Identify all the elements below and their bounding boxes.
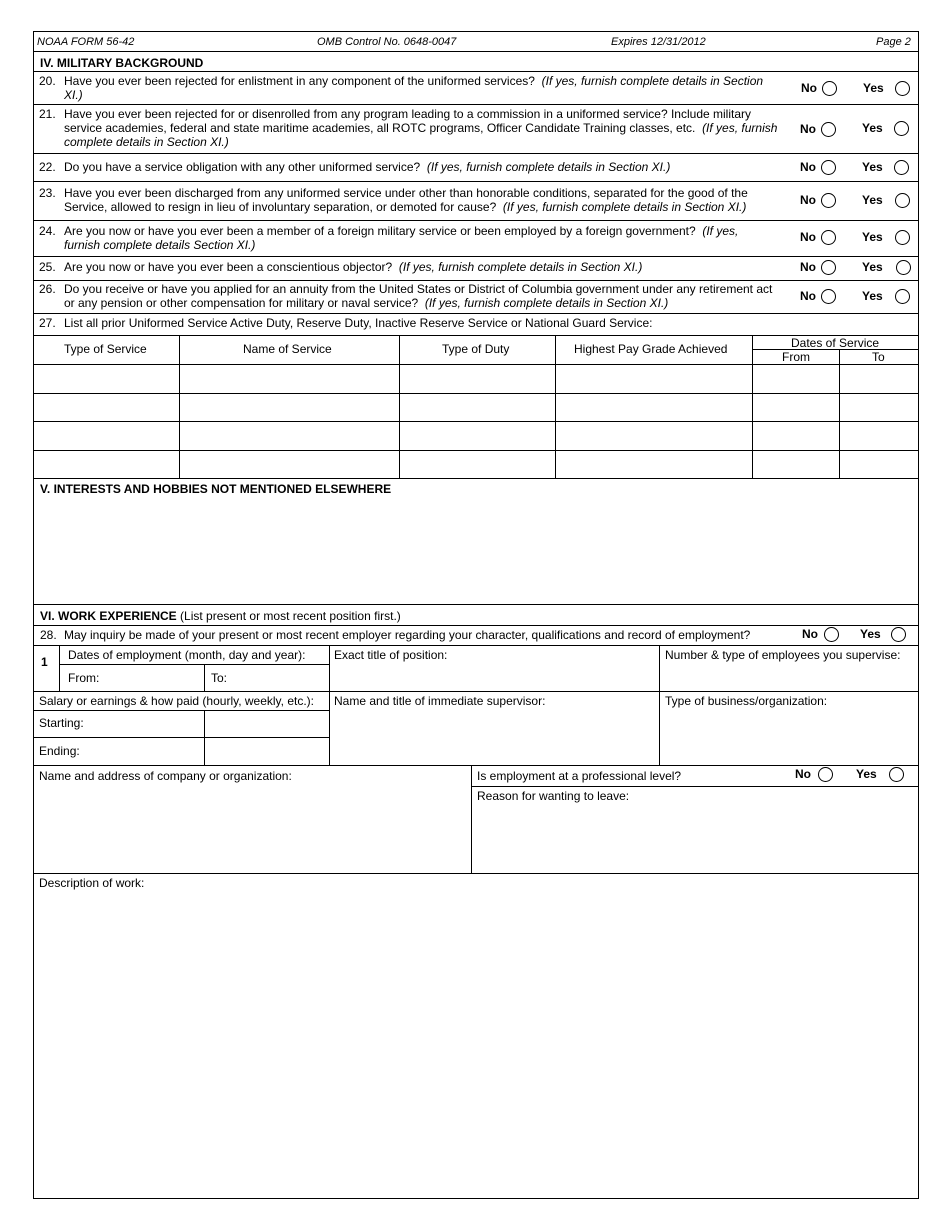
col-header-type-of-service: Type of Service [64, 342, 147, 356]
q21-yes-radio[interactable] [894, 121, 909, 136]
divider [204, 664, 205, 691]
q27-text: List all prior Uniformed Service Active Duty, Reserve Duty, Inactive Reserve Service or National Guard Service: [64, 316, 653, 330]
service-to-cell[interactable] [840, 365, 918, 393]
entry-number: 1 [41, 655, 48, 669]
q22-yes-radio[interactable] [894, 160, 909, 175]
professional-yes-label: Yes [856, 767, 877, 781]
q28-yes-radio[interactable] [891, 627, 906, 642]
expires-date: Expires 12/31/2012 [611, 36, 706, 48]
q22-number: 22. [39, 160, 56, 174]
q24-yes-label: Yes [862, 230, 883, 244]
q25-yes-radio[interactable] [896, 260, 911, 275]
q28-yes-label: Yes [860, 627, 881, 641]
q21-no-label: No [800, 122, 816, 136]
service-to-cell[interactable] [840, 422, 918, 450]
service-from-cell[interactable] [753, 394, 839, 421]
reason-label: Reason for wanting to leave: [477, 789, 630, 803]
service-from-cell[interactable] [753, 365, 839, 393]
q27-number: 27. [39, 316, 56, 330]
exact-title-input[interactable] [330, 662, 659, 691]
q25-yes-label: Yes [862, 260, 883, 274]
description-input[interactable] [34, 892, 918, 1198]
service-duty-cell[interactable] [400, 394, 555, 421]
service-duty-cell[interactable] [400, 451, 555, 478]
q23-text: Have you ever been discharged from any uniformed service under other than honorable conditions, separated for the good of the Service, allowed to resign in lieu of involuntary separation, or demoted for cause? (If yes, furnish complete details in Section XI.) [64, 186, 748, 214]
service-type-cell[interactable] [34, 365, 179, 393]
col-header-type-of-duty: Type of Duty [442, 342, 510, 356]
page-number: Page 2 [876, 36, 911, 48]
q20-no-label: No [801, 81, 817, 95]
q28-text: May inquiry be made of your present or most recent employer regarding your character, qualifications and record of employment? [64, 628, 751, 642]
q20-no-radio[interactable] [822, 81, 837, 96]
service-grade-cell[interactable] [556, 422, 752, 450]
col-header-from: From [782, 350, 810, 364]
form-number: NOAA FORM 56-42 [37, 36, 135, 48]
starting-label: Starting: [39, 716, 84, 730]
q20-text: Have you ever been rejected for enlistment in any component of the uniformed services? (If yes, furnish complete details in Section XI.) [64, 74, 764, 102]
to-label: To: [211, 671, 228, 685]
divider [33, 71, 919, 72]
col-header-to: To [872, 350, 885, 364]
q23-no-label: No [800, 193, 816, 207]
service-type-cell[interactable] [34, 422, 179, 450]
q23-no-radio[interactable] [821, 193, 836, 208]
col-header-name-of-service: Name of Service [243, 342, 332, 356]
q24-yes-radio[interactable] [895, 230, 910, 245]
service-from-cell[interactable] [753, 451, 839, 478]
q24-no-label: No [800, 230, 816, 244]
q21-yes-label: Yes [862, 121, 883, 135]
divider [33, 873, 919, 874]
col-header-highest-pay-grade: Highest Pay Grade Achieved [574, 342, 728, 356]
q20-yes-label: Yes [863, 81, 884, 95]
divider [33, 335, 919, 336]
q26-no-radio[interactable] [821, 289, 836, 304]
q26-yes-label: Yes [862, 289, 883, 303]
service-duty-cell[interactable] [400, 422, 555, 450]
professional-no-radio[interactable] [818, 767, 833, 782]
omb-control: OMB Control No. 0648-0047 [317, 36, 457, 48]
supervisor-input[interactable] [330, 708, 659, 765]
divider [33, 691, 919, 692]
company-label: Name and address of company or organization: [39, 769, 292, 783]
professional-yes-radio[interactable] [889, 767, 904, 782]
q21-no-radio[interactable] [821, 122, 836, 137]
ending-label: Ending: [39, 744, 80, 758]
divider [59, 645, 60, 691]
divider [33, 645, 919, 646]
professional-no-label: No [795, 767, 811, 781]
service-type-cell[interactable] [34, 451, 179, 478]
q24-number: 24. [39, 224, 56, 238]
professional-level-label: Is employment at a professional level? [477, 769, 682, 783]
col-header-dates-of-service: Dates of Service [791, 336, 880, 350]
divider [33, 181, 919, 182]
q23-number: 23. [39, 186, 56, 200]
employment-to-input[interactable] [232, 665, 328, 691]
q23-yes-label: Yes [862, 193, 883, 207]
from-label: From: [68, 671, 100, 685]
num-employees-input[interactable] [660, 662, 918, 691]
ending-salary-input[interactable] [205, 738, 328, 765]
num-employees-label: Number & type of employees you supervise: [665, 648, 901, 662]
q24-no-radio[interactable] [821, 230, 836, 245]
service-name-cell[interactable] [180, 451, 399, 478]
divider [33, 604, 919, 605]
divider [471, 786, 919, 787]
exact-title-label: Exact title of position: [334, 648, 448, 662]
q28-number: 28. [40, 628, 57, 642]
divider [33, 256, 919, 257]
q26-number: 26. [39, 282, 56, 296]
q23-yes-radio[interactable] [895, 193, 910, 208]
service-grade-cell[interactable] [556, 394, 752, 421]
business-type-label: Type of business/organization: [665, 694, 828, 708]
salary-label: Salary or earnings & how paid (hourly, weekly, etc.): [39, 694, 315, 708]
section-6-title: VI. WORK EXPERIENCE (List present or most recent position first.) [40, 609, 401, 623]
service-name-cell[interactable] [180, 365, 399, 393]
business-type-input[interactable] [660, 708, 918, 765]
q28-no-label: No [802, 627, 818, 641]
divider [33, 220, 919, 221]
divider [33, 51, 919, 52]
divider [33, 765, 919, 766]
q22-text: Do you have a service obligation with any other uniformed service? (If yes, furnish complete details in Section XI.) [64, 160, 671, 174]
q25-number: 25. [39, 260, 56, 274]
divider [33, 153, 919, 154]
service-duty-cell[interactable] [400, 365, 555, 393]
interests-field[interactable] [34, 498, 918, 604]
service-to-cell[interactable] [840, 451, 918, 478]
section-4-title: IV. MILITARY BACKGROUND [40, 56, 204, 70]
service-from-cell[interactable] [753, 422, 839, 450]
service-to-cell[interactable] [840, 394, 918, 421]
divider [33, 625, 919, 626]
q25-text: Are you now or have you ever been a conscientious objector? (If yes, furnish complete details in Section XI.) [64, 260, 643, 274]
company-input[interactable] [34, 783, 470, 873]
q21-number: 21. [39, 107, 56, 121]
q22-no-radio[interactable] [821, 160, 836, 175]
q26-no-label: No [800, 289, 816, 303]
q26-yes-radio[interactable] [895, 289, 910, 304]
q20-yes-radio[interactable] [895, 81, 910, 96]
service-type-cell[interactable] [34, 394, 179, 421]
q20-number: 20. [39, 74, 56, 88]
q26-text: Do you receive or have you applied for an annuity from the United States or District of Columbia government under any retirement act or any pension or other compensation for military or naval service? (If yes, furnish complete details in Section XI.) [64, 282, 773, 310]
q25-no-label: No [800, 260, 816, 274]
q28-no-radio[interactable] [824, 627, 839, 642]
description-label: Description of work: [39, 876, 145, 890]
service-grade-cell[interactable] [556, 451, 752, 478]
divider [33, 280, 919, 281]
q24-text: Are you now or have you ever been a member of a foreign military service or been employed by a foreign government? (If yes, furnish complete details Section XI.) [64, 224, 739, 252]
dates-of-employment-label: Dates of employment (month, day and year): [68, 648, 306, 662]
service-name-cell[interactable] [180, 394, 399, 421]
q21-text: Have you ever been rejected for or disenrolled from any program leading to a commission in a uniformed service? Include military service academies, federal and state maritime academies, all ROTC programs, Officer Candidate Training classes, etc. (If yes, furnish complete details in Section XI.) [64, 107, 778, 149]
supervisor-label: Name and title of immediate supervisor: [334, 694, 546, 708]
q22-yes-label: Yes [862, 160, 883, 174]
employment-from-input[interactable] [102, 665, 203, 691]
section-5-title: V. INTERESTS AND HOBBIES NOT MENTIONED ELSEWHERE [40, 482, 392, 496]
divider [33, 104, 919, 105]
service-name-cell[interactable] [180, 422, 399, 450]
q22-no-label: No [800, 160, 816, 174]
table-row-divider [33, 478, 919, 479]
divider [752, 349, 919, 350]
reason-input[interactable] [472, 803, 918, 873]
divider [33, 313, 919, 314]
service-grade-cell[interactable] [556, 365, 752, 393]
q25-no-radio[interactable] [821, 260, 836, 275]
starting-salary-input[interactable] [205, 711, 328, 737]
